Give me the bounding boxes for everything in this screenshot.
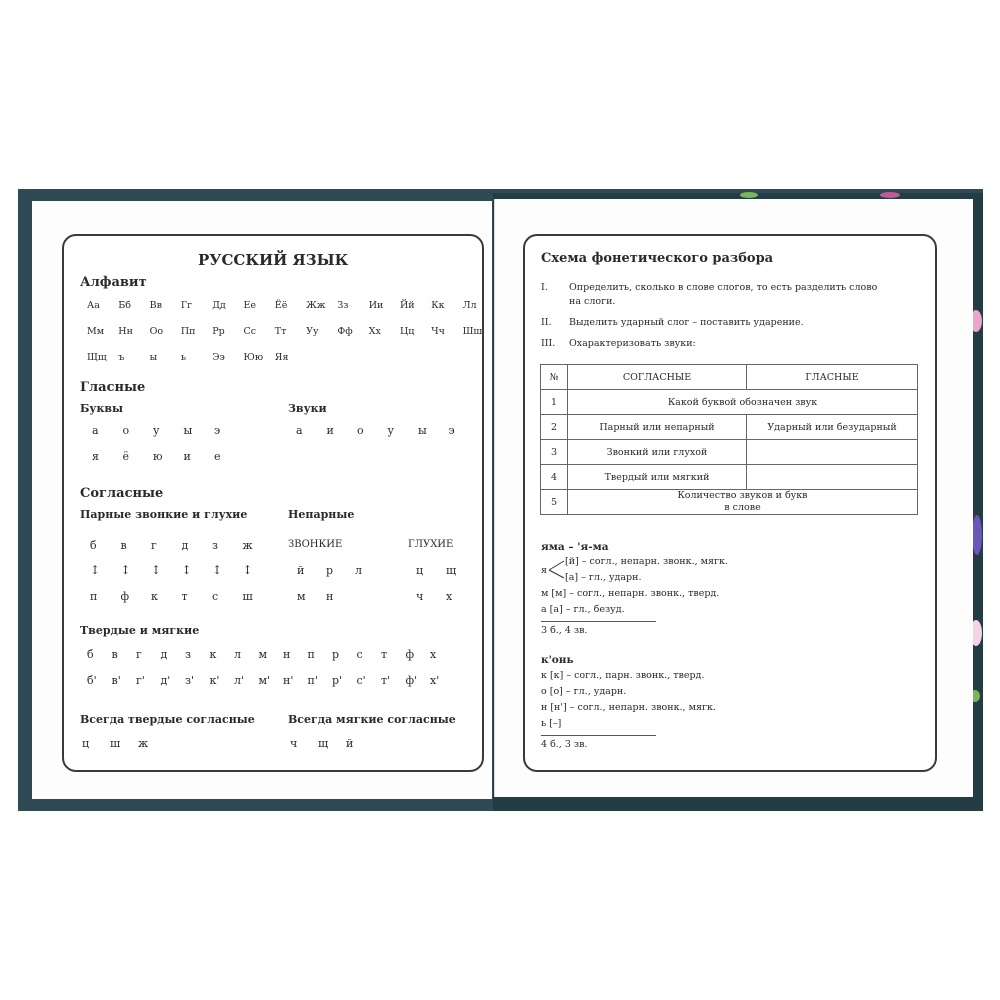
arrow-icon: ↕ (151, 563, 162, 577)
alphabet-letter: Ии (368, 300, 384, 311)
alphabet-letter: Фф (337, 326, 353, 337)
russian-language-panel (62, 234, 484, 772)
paired-voiceless-letter: к (151, 590, 158, 603)
table-cell: Твердый или мягкий (568, 465, 747, 490)
hard-consonant: м (258, 648, 268, 661)
branch-icon (548, 557, 566, 581)
paired-voiceless-letter: т (181, 590, 188, 603)
unpaired-voiced-letter: н (326, 590, 334, 603)
alphabet-letter: Жж (306, 300, 326, 311)
alphabet-letter: Гг (180, 300, 193, 311)
table-cell: Ударный или безударный (747, 415, 918, 440)
soft-consonant: р' (332, 674, 343, 687)
paired-voiceless-letter: с (212, 590, 219, 603)
alphabet-letter: Цц (400, 326, 415, 337)
table-row-num: 5 (541, 490, 568, 515)
table-cell-line: Количество звуков и букв (677, 490, 808, 501)
table-row-num: 4 (541, 465, 568, 490)
hard-consonant: н (283, 648, 291, 661)
alphabet-letter: Пп (180, 326, 196, 337)
always-soft-letter: щ (318, 737, 329, 750)
alphabet-letter: Чч (431, 326, 445, 337)
floral-decoration (972, 515, 982, 555)
unpaired-voiceless-letter: ц (416, 564, 424, 577)
vowel-sound: э (448, 424, 455, 437)
table-row-num: 3 (541, 440, 568, 465)
example-1-total: 3 б., 4 зв. (541, 625, 588, 636)
hard-consonant: з (185, 648, 191, 661)
vowel-sound: а (296, 424, 303, 437)
vowel-letter: ё (122, 450, 130, 463)
unpaired-label: Непарные (288, 508, 355, 521)
alphabet-letter: Нн (118, 326, 133, 337)
hard-consonant: х (430, 648, 437, 661)
alphabet-letter: Мм (87, 326, 105, 337)
alphabet-letter: Яя (274, 352, 289, 363)
soft-consonant: л' (234, 674, 245, 687)
alphabet-letter: Рр (212, 326, 225, 337)
paired-voiced-letter: ж (242, 539, 253, 552)
vowel-sound: и (326, 424, 334, 437)
unpaired-voiceless-letter: ч (416, 590, 424, 603)
table-cell-line: в слове (724, 502, 761, 513)
alphabet-letter: ъ (118, 352, 125, 363)
hard-consonant: ф (405, 648, 415, 661)
table-cell: Звонкий или глухой (568, 440, 747, 465)
example-2-line: о [о] – гл., ударн. (541, 686, 627, 697)
soft-consonant: б' (87, 674, 97, 687)
divider (541, 735, 656, 736)
table-cell: Какой буквой обозначен звук (568, 390, 918, 415)
vowel-letter: э (214, 424, 221, 437)
sounds-label: Звуки (288, 402, 327, 415)
alphabet-letter: Лл (462, 300, 477, 311)
paired-voiceless-letter: п (90, 590, 98, 603)
hard-soft-label: Твердые и мягкие (80, 624, 200, 637)
hard-consonant: л (234, 648, 241, 661)
hard-consonant: д (160, 648, 168, 661)
alphabet-letter: ы (149, 352, 158, 363)
step-3-num: III. (541, 338, 556, 349)
example-1-letter: я (541, 565, 547, 576)
example-2-line: ь [–] (541, 718, 562, 729)
hard-consonant: т (381, 648, 388, 661)
step-1-text2: на слоги. (569, 296, 616, 307)
vowel-letter: о (122, 424, 130, 437)
alphabet-letter: Щщ (87, 352, 107, 363)
alphabet-letter: Аа (87, 300, 100, 311)
floral-decoration (880, 192, 900, 198)
example-1-line: [й] – согл., непарн. звонк., мягк. (565, 556, 728, 567)
table-cell (747, 440, 918, 465)
soft-consonant: ф' (405, 674, 418, 687)
paired-label: Парные звонкие и глухие (80, 508, 248, 521)
soft-consonant: т' (381, 674, 391, 687)
alphabet-letter: Зз (337, 300, 349, 311)
vowel-letter: ю (153, 450, 163, 463)
floral-decoration (740, 192, 758, 198)
alphabet-letter: Уу (306, 326, 319, 337)
step-2-num: II. (541, 317, 552, 328)
letters-label: Буквы (80, 402, 124, 415)
table-row-num: 2 (541, 415, 568, 440)
alphabet-letter: Оо (149, 326, 164, 337)
soft-consonant: д' (160, 674, 171, 687)
table-cell (747, 465, 918, 490)
table-header-vowels: ГЛАСНЫЕ (747, 365, 918, 390)
paired-voiceless-letter: ш (242, 590, 253, 603)
arrow-icon: ↕ (212, 563, 223, 577)
step-1-text: Определить, сколько в слове слогов, то есть разделить слово (569, 282, 878, 293)
hard-consonant: с (356, 648, 363, 661)
soft-consonant: н' (283, 674, 294, 687)
alphabet-letter: Тт (274, 326, 287, 337)
always-hard-letter: ж (138, 737, 149, 750)
unpaired-voiced-letter: м (297, 590, 306, 603)
paired-voiceless-letter: ф (120, 590, 130, 603)
soft-consonant: с' (356, 674, 366, 687)
voiceless-label: ГЛУХИЕ (408, 539, 454, 550)
always-soft-letter: й (346, 737, 354, 750)
arrow-icon: ↕ (120, 563, 131, 577)
step-1-num: I. (541, 282, 548, 293)
vowel-letter: а (92, 424, 99, 437)
alphabet-letter: ь (180, 352, 187, 363)
unpaired-voiceless-letter: щ (446, 564, 457, 577)
vowel-letter: и (183, 450, 191, 463)
hard-consonant: р (332, 648, 340, 661)
vowel-sound: ы (418, 424, 427, 437)
step-3-text: Охарактеризовать звуки: (569, 338, 696, 349)
always-hard-letter: ц (82, 737, 90, 750)
soft-consonant: з' (185, 674, 195, 687)
vowel-letter: ы (183, 424, 193, 437)
alphabet-letter: Сс (243, 326, 257, 337)
example-2-line: н [н'] – согл., непарн. звонк., мягк. (541, 702, 716, 713)
vowel-sound: о (357, 424, 364, 437)
vowel-sound: у (387, 424, 394, 437)
always-hard-label: Всегда твердые согласные (80, 713, 255, 726)
hard-consonant: г (136, 648, 142, 661)
paired-voiced-letter: г (151, 539, 157, 552)
always-hard-letter: ш (110, 737, 121, 750)
alphabet-letter: Юю (243, 352, 264, 363)
arrow-icon: ↕ (90, 563, 101, 577)
paired-voiced-letter: б (90, 539, 97, 552)
unpaired-voiced-letter: р (326, 564, 334, 577)
example-2-total: 4 б., 3 зв. (541, 739, 588, 750)
example-word-2: к'онь (541, 654, 574, 666)
step-2-text: Выделить ударный слог – поставить ударение. (569, 317, 804, 328)
example-word-1: яма – 'я-ма (541, 541, 609, 553)
vowel-letter: е (214, 450, 221, 463)
unpaired-voiced-letter: й (297, 564, 305, 577)
alphabet-letter: Ее (243, 300, 257, 311)
hard-consonant: в (111, 648, 118, 661)
alphabet-letter: Хх (368, 326, 381, 337)
hard-consonant: п (307, 648, 315, 661)
arrow-icon: ↕ (242, 563, 253, 577)
alphabet-letter: Шш (462, 326, 483, 337)
soft-consonant: м' (258, 674, 271, 687)
hard-consonant: б (87, 648, 94, 661)
always-soft-label: Всегда мягкие согласные (288, 713, 456, 726)
alphabet-heading: Алфавит (80, 275, 147, 290)
example-1-line: м [м] – согл., непарн. звонк., тверд. (541, 588, 720, 599)
divider (541, 621, 656, 622)
always-soft-letter: ч (290, 737, 298, 750)
table-header-consonants: СОГЛАСНЫЕ (568, 365, 747, 390)
table-cell: Парный или непарный (568, 415, 747, 440)
voiced-label: ЗВОНКИЕ (288, 539, 343, 550)
arrow-icon: ↕ (181, 563, 192, 577)
scheme-title: Схема фонетического разбора (541, 251, 774, 266)
page-title: РУССКИЙ ЯЗЫК (198, 251, 349, 269)
soft-consonant: к' (209, 674, 220, 687)
alphabet-letter: Бб (118, 300, 131, 311)
soft-consonant: г' (136, 674, 145, 687)
soft-consonant: х' (430, 674, 440, 687)
phonetic-table (540, 364, 918, 515)
example-2-line: к [к] – согл., парн. звонк., тверд. (541, 670, 705, 681)
alphabet-letter: Ёё (274, 300, 288, 311)
table-cell (568, 490, 918, 515)
soft-consonant: в' (111, 674, 121, 687)
alphabet-letter: Йй (400, 300, 415, 311)
alphabet-letter: Кк (431, 300, 445, 311)
consonants-heading: Согласные (80, 486, 164, 501)
example-1-line: а [а] – гл., безуд. (541, 604, 625, 615)
alphabet-letter: Вв (149, 300, 162, 311)
paired-voiced-letter: д (181, 539, 189, 552)
alphabet-letter: Дд (212, 300, 226, 311)
paired-voiced-letter: в (120, 539, 127, 552)
example-1-line: [а] – гл., ударн. (565, 572, 642, 583)
table-header-num: № (541, 365, 568, 390)
table-row-num: 1 (541, 390, 568, 415)
soft-consonant: п' (307, 674, 318, 687)
hard-consonant: к (209, 648, 217, 661)
unpaired-voiced-letter: л (355, 564, 362, 577)
vowel-letter: у (153, 424, 160, 437)
paired-voiced-letter: з (212, 539, 218, 552)
vowel-letter: я (92, 450, 99, 463)
alphabet-letter: Ээ (212, 352, 225, 363)
vowels-heading: Гласные (80, 380, 146, 395)
unpaired-voiceless-letter: х (446, 590, 453, 603)
